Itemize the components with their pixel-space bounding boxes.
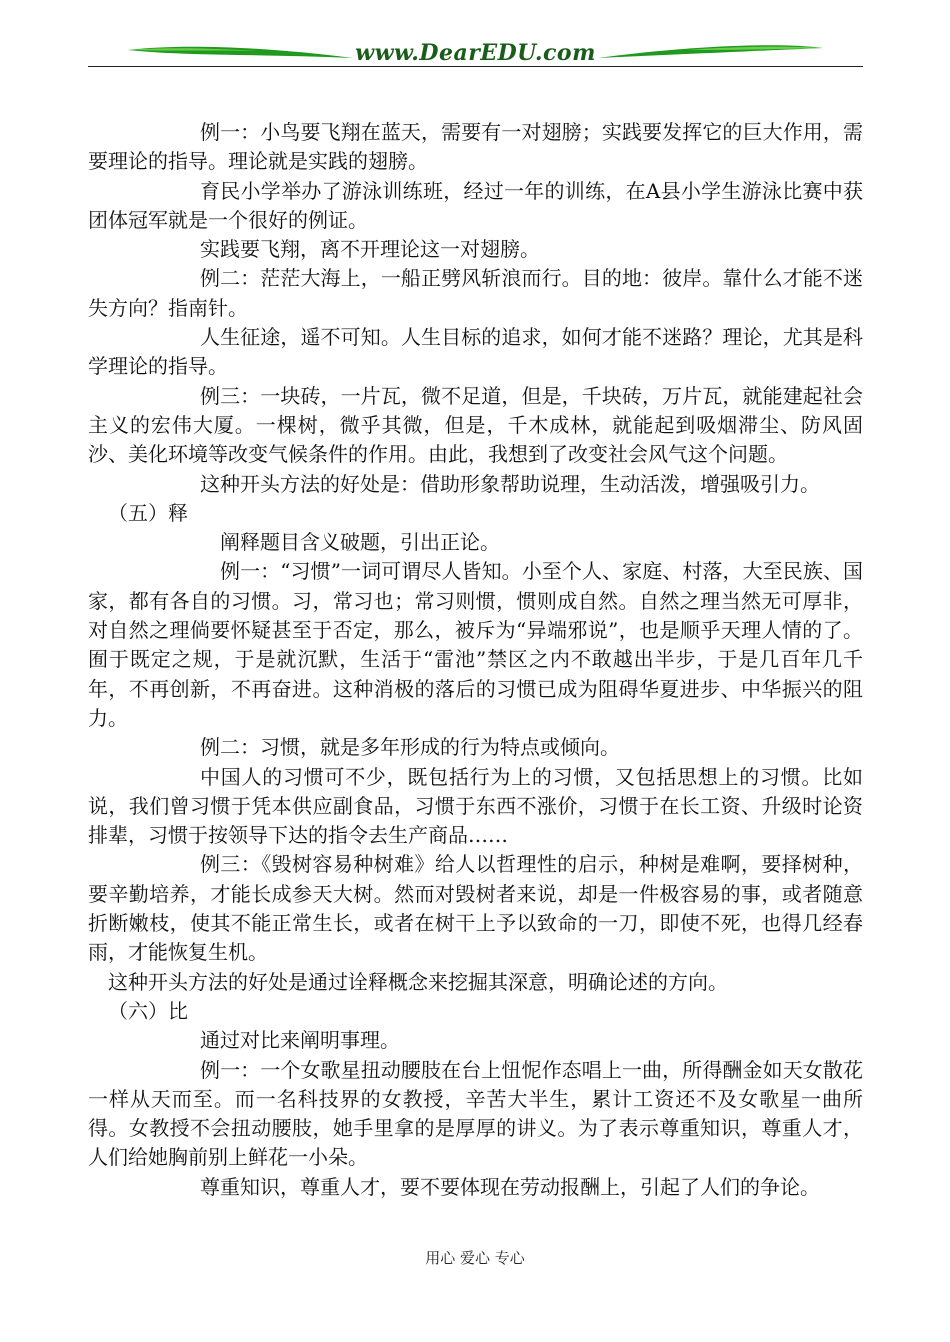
paragraph: 例一：“习惯”一词可谓尽人皆知。小至个人、家庭、村落，大至民族、国家，都有各自的习惯。习，常习也；常习则惯，惯则成自然。自然之理当然无可厚非，对自然之理倘要怀疑甚至于否定，那么，被斥为“异端邪说”，也是顺乎天理人情的了。囿于既定之规，于是就沉默，生活于“雷池”禁区之内不敢越出半步，于是几百年几千年，不再创新，不再奋进。这种消极的落后的习惯已成为阻碍华夏进步、中华振兴的阻力。 (88, 559, 863, 730)
page-footer: 用心 爱心 专心 (425, 1249, 525, 1267)
paragraph: 例一：小鸟要飞翔在蓝天，需要有一对翅膀；实践要发挥它的巨大作用，需要理论的指导。理论就是实践的翅膀。 (88, 120, 863, 174)
paragraph: 这种开头方法的好处是通过诠释概念来挖掘其深意，明确论述的方向。 (108, 969, 728, 994)
paragraph: 例三：《毁树容易种树难》给人以哲理性的启示，种树是难啊，要择树种，要辛勤培养，才能长成参天大树。然而对毁树者来说，却是一件极容易的事，或者随意折断嫩枝，使其不能正常生长，或者在树干上予以致命的一刀，即使不死，也得几经春雨，才能恢复生机。 (88, 852, 863, 965)
header-rule (88, 66, 863, 67)
paragraph: 尊重知识，尊重人才，要不要体现在劳动报酬上，引起了人们的争论。 (200, 1174, 820, 1199)
paragraph: 例一：一个女歌星扭动腰肢在台上忸怩作态唱上一曲，所得酬金如天女散花一样从天而至。而一名科技界的女教授，辛苦大半生，累计工资还不及女歌星一曲所得。女教授不会扭动腰肢，她手里拿的是厚厚的讲义。为了表示尊重知识，尊重人才，人们给她胸前别上鲜花一小朵。 (88, 1057, 863, 1170)
paragraph: 例二：茫茫大海上，一船正劈风斩浪而行。目的地：彼岸。靠什么才能不迷失方向？指南针。 (88, 266, 863, 320)
paragraph: 实践要飞翔，离不开理论这一对翅膀。 (200, 237, 540, 262)
page-header (88, 36, 863, 70)
paragraph: 通过对比来阐明事理。 (200, 1028, 400, 1053)
paragraph: 例三：一块砖，一片瓦，微不足道，但是，千块砖，万片瓦，就能建起社会主义的宏伟大厦。一棵树，微乎其微，但是，千木成林，就能起到吸烟滞尘、防风固沙、美化环境等改变气候条件的作用。由此，我想到了改变社会风气这个问题。 (88, 383, 863, 467)
section-heading: （六）比 (108, 998, 188, 1023)
site-url: www.DearEDU.com (355, 40, 596, 66)
paragraph: 这种开头方法的好处是：借助形象帮助说理，生动活泼，增强吸引力。 (200, 471, 820, 496)
paragraph: 育民小学举办了游泳训练班，经过一年的训练，在A县小学生游泳比赛中获团体冠军就是一个很好的例证。 (88, 178, 863, 232)
document-body (88, 118, 863, 1202)
paragraph: 阐释题目含义破题，引出正论。 (220, 530, 500, 555)
section-heading: （五）释 (108, 500, 188, 525)
paragraph: 例二：习惯，就是多年形成的行为特点或倾向。 (200, 735, 620, 760)
paragraph: 中国人的习惯可不少，既包括行为上的习惯，又包括思想上的习惯。比如说，我们曾习惯于凭本供应副食品，习惯于东西不涨价，习惯于在长工资、升级时论资排辈，习惯于按领导下达的指令去生产商品…… (88, 764, 863, 848)
paragraph: 人生征途，遥不可知。人生目标的追求，如何才能不迷路？理论，尤其是科学理论的指导。 (88, 325, 863, 379)
